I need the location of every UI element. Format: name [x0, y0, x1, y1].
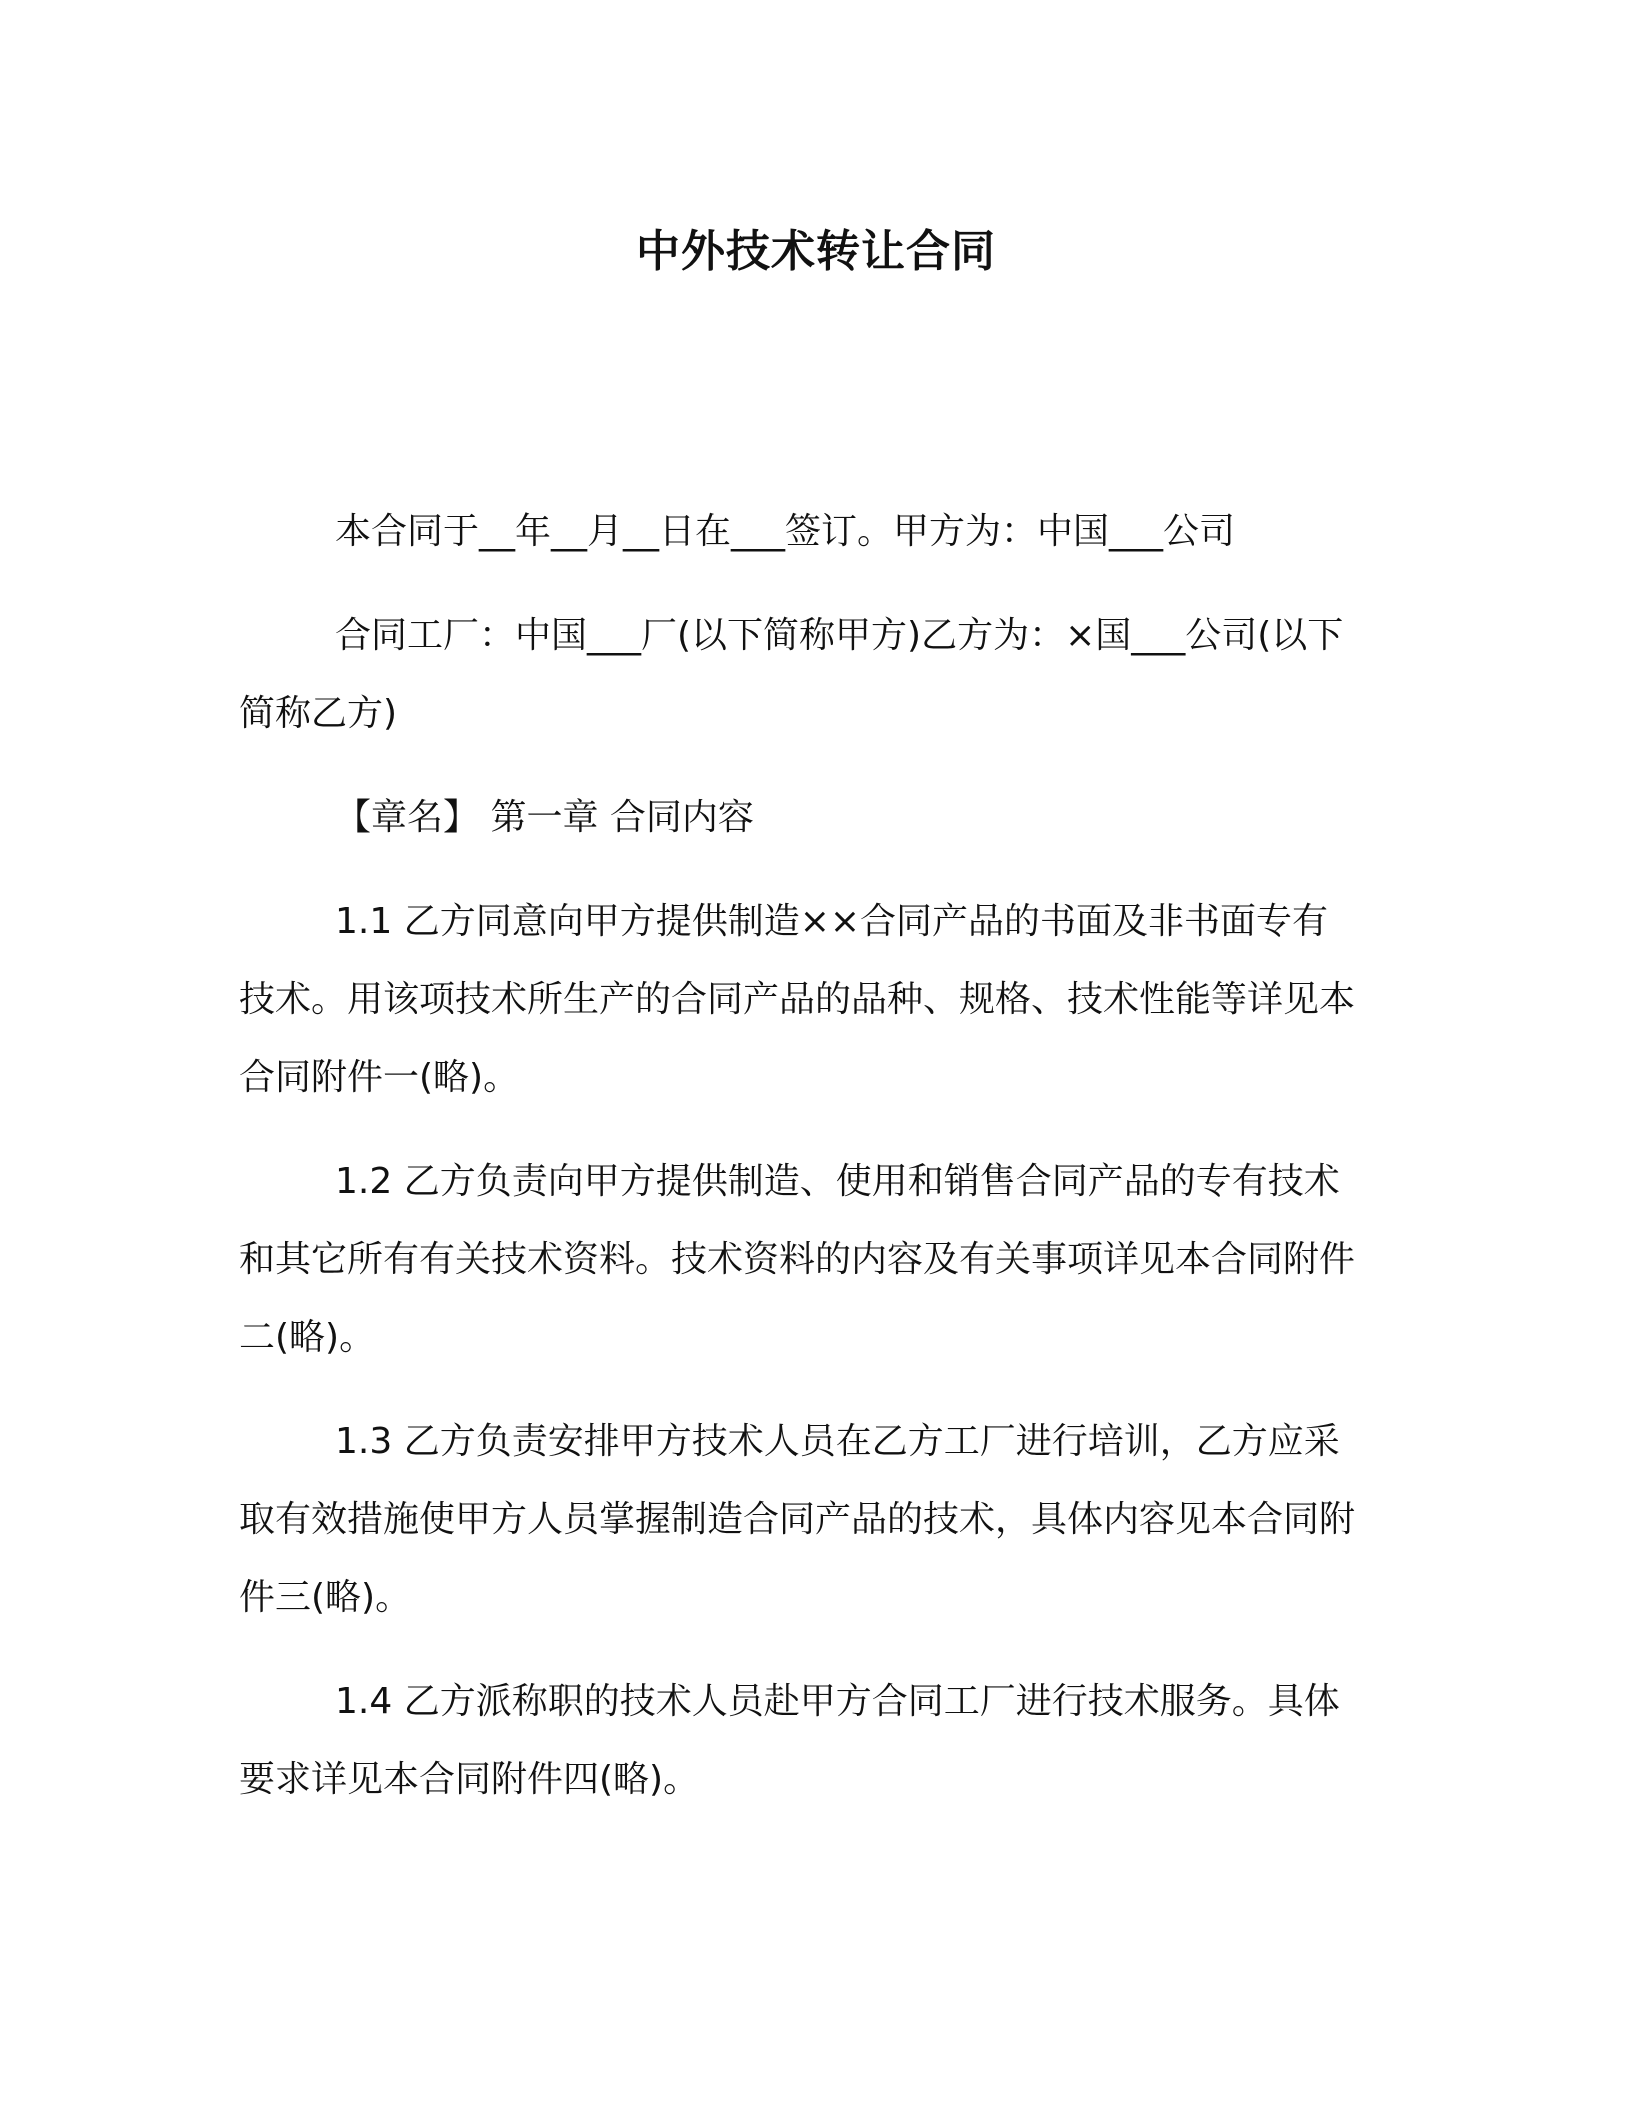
paragraph-signing-info: 本合同于__年__月__日在___签订。甲方为：中国___公司	[335, 511, 1236, 552]
paragraph-parties: 合同工厂：中国___厂(以下简称甲方)乙方为：×国___公司(以下简称乙方)	[239, 615, 1344, 734]
chapter-heading: 【章名】 第一章 合同内容	[335, 797, 754, 838]
clause-1-2: 1.2 乙方负责向甲方提供制造、使用和销售合同产品的专有技术和其它所有有关技术资料。技术资料的内容及有关事项详见本合同附件二(略)。	[239, 1161, 1356, 1358]
clause-1-3: 1.3 乙方负责安排甲方技术人员在乙方工厂进行培训，乙方应采取有效措施使甲方人员掌握制造合同产品的技术，具体内容见本合同附件三(略)。	[239, 1421, 1356, 1618]
document-title: 中外技术转让合同	[636, 226, 996, 277]
clause-1-4: 1.4 乙方派称职的技术人员赴甲方合同工厂进行技术服务。具体要求详见本合同附件四(略)。	[239, 1681, 1340, 1800]
clause-1-1: 1.1 乙方同意向甲方提供制造××合同产品的书面及非书面专有技术。用该项技术所生产的合同产品的品种、规格、技术性能等详见本合同附件一(略)。	[239, 901, 1356, 1098]
document-body	[239, 493, 1359, 1845]
